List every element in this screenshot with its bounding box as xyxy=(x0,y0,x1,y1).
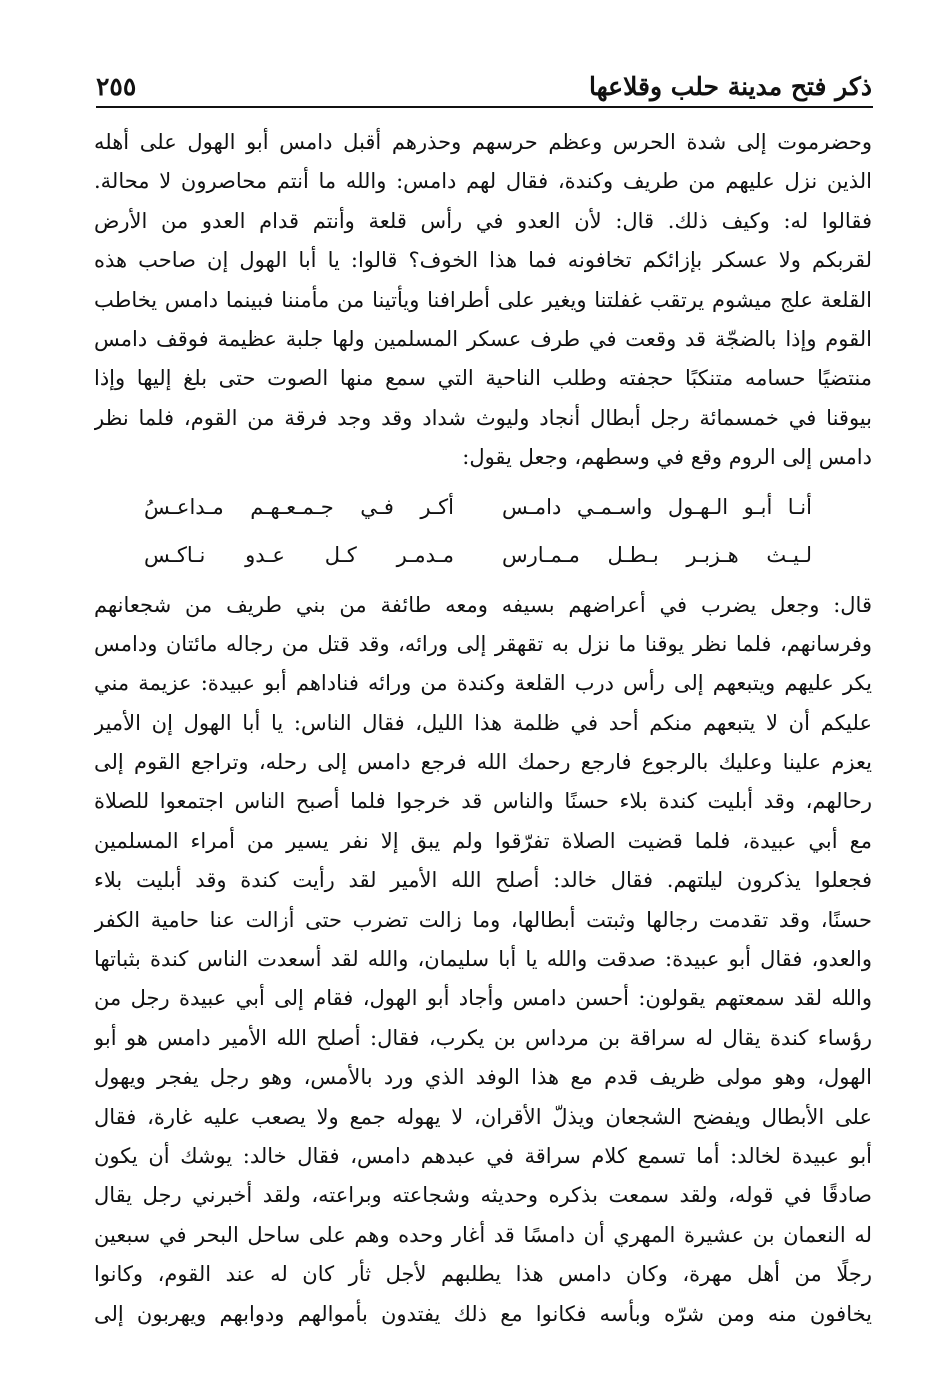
body-text xyxy=(94,123,872,1334)
text-line: أبو عبيدة لخالد: أما تسمع كلام سراقة في عبدهم دامس، فقال خالد: يوشك أن يكون xyxy=(94,1143,872,1168)
text-line: فقالوا له: وكيف ذلك. قال: لأن العدو في رأس قلعة وأنتم قدام العدو من الأرض xyxy=(94,208,872,233)
text-line: القلعة علج ميشوم يرتقب غفلتنا ويغير على أطرافنا ويأتينا من مأمننا فبينما دامس يخاطب xyxy=(94,287,872,312)
header-rule xyxy=(96,106,873,108)
text-line: القوم وإذا بالضجّة قد وقعت في طرف عسكر المسلمين ولها جلبة عظيمة فوقف دامس xyxy=(94,326,872,351)
poem-verse xyxy=(144,528,812,580)
text-line: منتضيًا حسامه متنكبًا حجفته وطلب الناحية التي سمع منها الصوت حتى بلغ إليها وإذا xyxy=(94,366,872,391)
paragraph-2 xyxy=(94,586,872,1334)
verse-second-hemistich: أكـر فـي جـمـعـهـم مـداعـسُ xyxy=(144,494,454,519)
text-line: فجعلوا يذكرون ليلتهم. فقال خالد: أصلح الله الأمير لقد رأيت كندة وقد أبليت بلاء xyxy=(94,868,872,893)
text-line: رحالهم، وقد أبليت كندة بلاء حسنًا والناس قد خرجوا فلما أصبح الناس اجتمعوا للصلاة xyxy=(94,789,872,814)
text-line: الهول، وهو مولى ظريف قدم مع هذا الوفد الذي ورد بالأمس، وهو رجل يفجر ويهول xyxy=(94,1065,872,1090)
text-line: الذين نزل عليهم من طريف وكندة، فقال لهم دامس: والله ما أنتم محاصرون لا محالة. xyxy=(94,169,872,194)
text-line: والعدو، فقال أبو عبيدة: صدقت والله يا أبا سليمان، والله لقد أسعدت الناس كندة بثباتها xyxy=(94,947,872,972)
page-number: ٢٥٥ xyxy=(96,72,137,101)
text-line: حسنًا، وقد تقدمت رجالها وثبتت أبطالها، وما زالت تضرب حتى أزالت عنا حامية الكفر xyxy=(94,907,872,932)
text-line: وفرسانهم، فلما نظر يوقنا ما نزل به تقهقر إلى ورائه، وقد قتل من رجاله مائتان ودامس xyxy=(94,631,872,656)
poem xyxy=(94,478,872,586)
running-title: ذكر فتح مدينة حلب وقلاعها xyxy=(589,72,872,101)
text-line: بيوقنا في خمسمائة رجل أبطال أنجاد وليوث شداد وقد وجد فرقة من القوم، فلما نظر xyxy=(94,405,872,430)
text-line: يكر عليهم ويتبعهم إلى رأس درب القلعة وكندة من ورائه فناداهم أبو عبيدة: عزيمة مني xyxy=(94,671,872,696)
page-header xyxy=(96,70,872,104)
text-line: له النعمان بن عشيرة المهري أن دامسًا قد أغار وحده وهم على ساحل البحر في سبعين xyxy=(94,1222,872,1247)
verse-first-hemistich: أنـا أبـو الـهـول واسـمـي دامـس xyxy=(502,494,812,519)
text-line: لقربكم ولا عسكر بإزائكم تخافونه فما هذا الخوف؟ قالوا: يا أبا الهول إن صاحب هذه xyxy=(94,248,872,273)
text-line: على الأبطال ويفضح الشجعان ويذلّ الأقران، لا يهوله جمع ولا يصعب عليه غارة، فقال xyxy=(94,1104,872,1129)
text-line: مع أبي عبيدة، فلما قضيت الصلاة تفرّقوا ولم يبق إلا نفر يسير من أمراء المسلمين xyxy=(94,828,872,853)
text-line: يخافون منه ومن شرّه وبأسه فكانوا مع ذلك يفتدون بأموالهم ودوابهم ويهربون إلى xyxy=(94,1301,872,1326)
text-line: رجلًا من أهل مهرة، وكان دامس هذا يطلبهم لأجل ثأر كان له عند القوم، وكانوا xyxy=(94,1262,872,1287)
verse-first-hemistich: لـيـث هـزبـر بـطـل مـمـارس xyxy=(502,542,812,567)
text-line: يعزم علينا وعليك بالرجوع فارجع رحمك الله فرجع دامس إلى رحله، وتراجع القوم إلى xyxy=(94,750,872,775)
text-line: وحضرموت إلى شدة الحرس وعظم حرسهم وحذرهم أقبل دامس أبو الهول على أهله xyxy=(94,130,872,154)
poem-verse xyxy=(144,480,812,532)
text-line: قال: وجعل يضرب في أعراضهم بسيفه ومعه طائفة من بني طريف من شجعانهم xyxy=(94,592,872,617)
text-line: عليكم أن لا يتبعهم منكم أحد في ظلمة هذا الليل، فقال الناس: يا أبا الهول إن الأمير xyxy=(94,710,872,735)
text-line: والله لقد سمعتهم يقولون: أحسن دامس وأجاد أبو الهول، فقام إلى أبي عبيدة رجل من xyxy=(94,986,872,1011)
text-line: صادقًا في قوله، ولقد سمعت بذكره وحديثه وشجاعته وبراعته، ولقد أخبرني رجل يقال xyxy=(94,1183,872,1208)
verse-second-hemistich: مـدمـر كـل عـدو نـاكـس xyxy=(144,542,454,567)
text-line: دامس إلى الروم وقع في وسطهم، وجعل يقول: xyxy=(462,445,872,470)
paragraph-1 xyxy=(94,123,872,478)
text-line: رؤساء كندة يقال له سراقة بن مرداس بن يكرب، فقال: أصلح الله الأمير دامس هو أبو xyxy=(94,1025,872,1050)
